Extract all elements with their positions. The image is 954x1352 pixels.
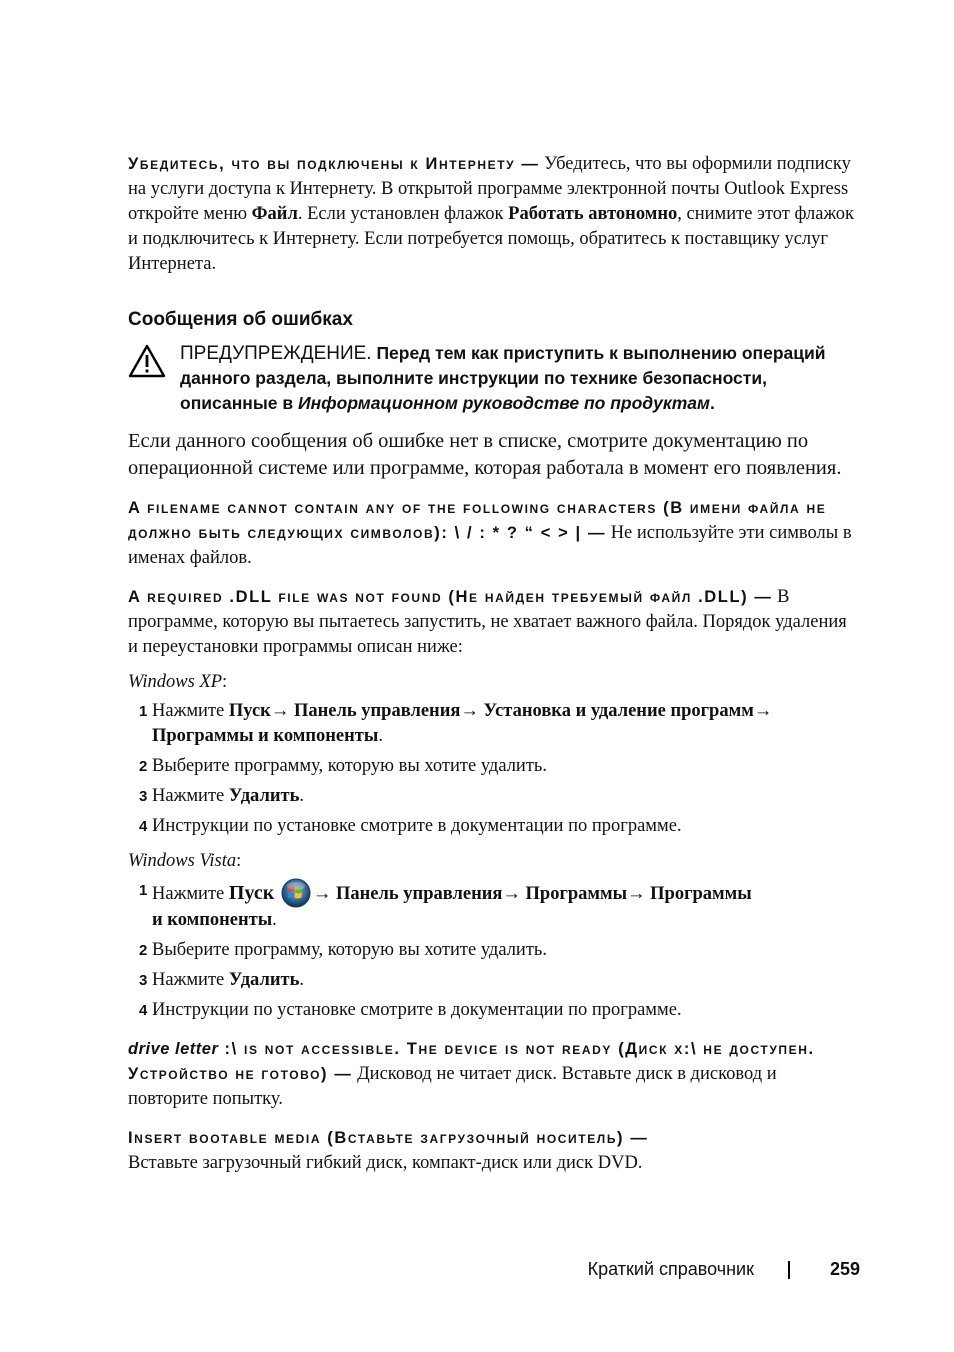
error-entry-drive [128,1037,856,1112]
error-intro-paragraph: Если данного сообщения об ошибке нет в списке, смотрите документацию по операционной системе или программе, которая работала в момент его появления. [128,430,842,479]
warning-triangle-icon [128,344,166,378]
file-menu-label: Файл [251,204,298,224]
footer-divider [788,1261,790,1279]
page-footer [0,1257,954,1281]
list-item: 1 Нажмите Пуск→ Панель управления→ Установка и удаление программ→ Программы и компоненты. [139,701,773,746]
warning-guide-title: Информационном руководстве по продуктам [298,393,710,413]
xp-steps [128,699,856,839]
list-item: 3 Нажмите Удалить. [139,786,304,806]
page-number: 259 [830,1259,861,1279]
error-heading: A filename cannot contain any of the following characters (В имени файла не должно быть следующих символов): \ / : * ? “ < > | — [128,499,827,542]
list-item: 1 Нажмите Пуск → Панель управления→ Программы→ Программы и компоненты. [128,878,856,933]
windows-start-button-icon [281,878,311,908]
offline-flag-label: Работать автономно [508,204,678,224]
intro-paragraph: Убедитесь, что вы подключены к Интернету — Убедитесь, что вы оформили подписку на услуги доступа к Интернету. В открытой программе электронной почты Outlook Express откройте меню Файл. Если установлен флажок Работать автономно, снимите этот флажок и подключитесь к Интернету. Если потребуется помощь, обратитесь к поставщику услуг Интернета. [128,154,855,274]
list-item: 2 Выберите программу, которую вы хотите удалить. [139,756,547,776]
error-heading: Insert bootable media (Вставьте загрузочный носитель) — [128,1129,649,1147]
list-item: 4 Инструкции по установке смотрите в документации по программе. [139,1000,682,1020]
os-label-vista: Windows Vista: [128,851,242,871]
error-description: Не используйте эти символы в именах файлов. [128,523,852,568]
vista-steps [128,878,856,1023]
error-description: Вставьте загрузочный гибкий диск, компакт-диск или диск DVD. [128,1153,643,1173]
error-entry-boot [128,1126,856,1176]
error-description: В программе, которую вы пытаетесь запустить, не хватает важного файла. Порядок удаления и переустановки программы описан ниже: [128,587,847,657]
error-entry-dll [128,585,856,660]
list-item: 4 Инструкции по установке смотрите в документации по программе. [139,816,682,836]
intro-heading: Убедитесь, что вы подключены к Интернету — [128,155,540,173]
footer-title: Краткий справочник [587,1259,754,1279]
error-entry-filename [128,496,856,571]
error-heading: A required .DLL file was not found (Не найден требуемый файл .DLL) — [128,588,773,606]
error-description: Дисковод не читает диск. Вставьте диск в дисковод и повторите попытку. [128,1064,777,1109]
warning-text: ПРЕДУПРЕЖДЕНИЕ. Перед тем как приступить к выполнению операций данного раздела, выполните инструкции по технике безопасности, описанные в Информационном руководстве по продуктам. [180,343,826,413]
page-content [128,152,856,1176]
os-label-xp: Windows XP: [128,672,228,692]
list-item: 2 Выберите программу, которую вы хотите удалить. [139,940,547,960]
error-heading: drive letter :\ is not accessible. The device is not ready (Диск x:\ не доступен. Устройство не готово) — [128,1040,815,1083]
list-item: 3 Нажмите Удалить. [139,970,304,990]
warning-block [128,341,856,416]
warning-label: ПРЕДУПРЕЖДЕНИЕ. [180,343,372,364]
section-title: Сообщения об ошибках [128,309,353,330]
